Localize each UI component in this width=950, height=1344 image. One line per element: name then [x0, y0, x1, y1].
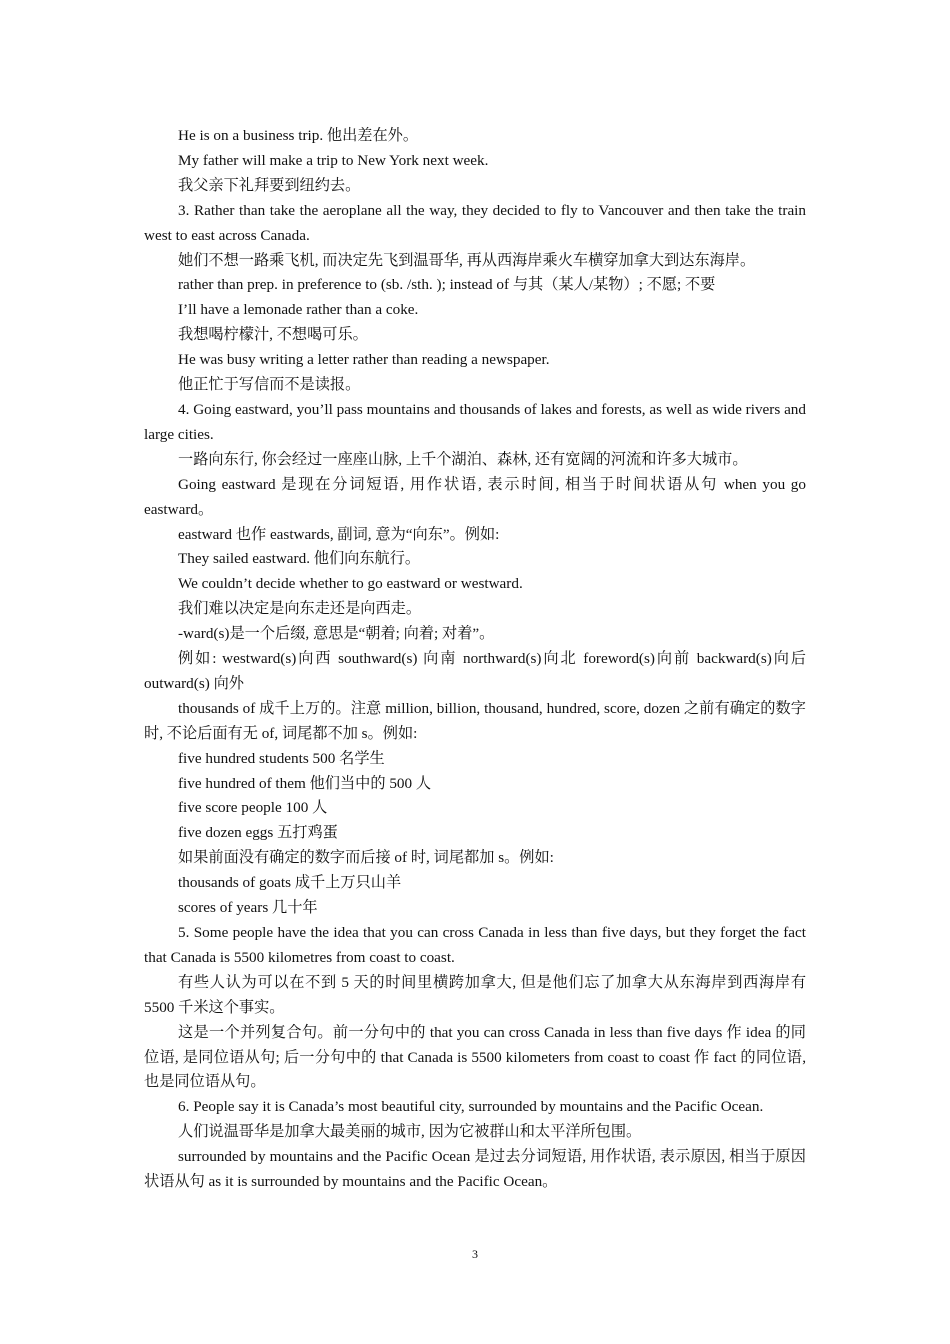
- paragraph: 4. Going eastward, you’ll pass mountains and thousands of lakes and forests, as well as wide rivers and large cities.: [144, 400, 806, 443]
- paragraph: 一路向东行, 你会经过一座座山脉, 上千个湖泊、森林, 还有宽阔的河流和许多大城市。: [178, 450, 748, 468]
- paragraph: surrounded by mountains and the Pacific Ocean 是过去分词短语, 用作状语, 表示原因, 相当于原因状语从句 as it is surrounded by mountains and the Pacific Ocean。: [144, 1148, 806, 1191]
- paragraph: five dozen eggs 五打鸡蛋: [178, 824, 338, 842]
- paragraph: 3. Rather than take the aeroplane all the way, they decided to fly to Vancouver and then take the train west to east across Canada.: [144, 201, 806, 244]
- paragraph: eastward 也作 eastwards, 副词, 意为“向东”。例如:: [178, 525, 500, 543]
- paragraph: thousands of 成千上万的。注意 million, billion, thousand, hundred, score, dozen 之前有确定的数字时, 不论后面有无 of, 词尾都不加 s。例如:: [144, 699, 806, 742]
- paragraph: 我想喝柠檬汁, 不想喝可乐。: [178, 326, 368, 344]
- paragraph: five hundred students 500 名学生: [178, 749, 385, 767]
- paragraph: 如果前面没有确定的数字而后接 of 时, 词尾都加 s。例如:: [178, 849, 554, 867]
- paragraph: 她们不想一路乘飞机, 而决定先飞到温哥华, 再从西海岸乘火车横穿加拿大到达东海岸。: [178, 251, 756, 269]
- paragraph: My father will make a trip to New York next week.: [178, 151, 489, 169]
- paragraph: five hundred of them 他们当中的 500 人: [178, 774, 432, 792]
- paragraph: 他正忙于写信而不是读报。: [178, 376, 361, 394]
- paragraph: 例如: westward(s)向西 southward(s) 向南 northward(s)向北 foreword(s)向前 backward(s)向后 outward(s) 向外: [144, 650, 806, 692]
- paragraph: I’ll have a lemonade rather than a coke.: [178, 301, 419, 319]
- page-number: 3: [472, 1247, 478, 1261]
- paragraph: 这是一个并列复合句。前一分句中的 that you can cross Canada in less than five days 作 idea 的同位语, 是同位语从句; 后一分句中的 that Canada is 5500 kilometers from coast to coast 作 fact 的同位语, 也是同位语从句。: [144, 1023, 806, 1091]
- paragraph: scores of years 几十年: [178, 899, 318, 917]
- paragraph: 我们难以决定是向东走还是向西走。: [178, 600, 421, 618]
- paragraph: 5. Some people have the idea that you can cross Canada in less than five days, but they forget the fact that Canada is 5500 kilometres from coast to coast.: [144, 924, 806, 966]
- paragraph: rather than prep. in preference to (sb. /sth. ); instead of 与其（某人/某物）; 不愿; 不要: [178, 276, 716, 294]
- paragraph: They sailed eastward. 他们向东航行。: [178, 550, 421, 568]
- paragraph: 6. People say it is Canada’s most beautiful city, surrounded by mountains and the Pacific Ocean.: [178, 1098, 764, 1116]
- paragraph: five score people 100 人: [178, 799, 328, 817]
- paragraph: He was busy writing a letter rather than reading a newspaper.: [178, 351, 550, 369]
- paragraph: 人们说温哥华是加拿大最美丽的城市, 因为它被群山和太平洋所包围。: [178, 1123, 642, 1141]
- body-text: [144, 124, 806, 1195]
- paragraph: He is on a business trip. 他出差在外。: [178, 127, 419, 144]
- paragraph: -ward(s)是一个后缀, 意思是“朝着; 向着; 对着”。: [178, 625, 495, 643]
- paragraph: We couldn’t decide whether to go eastward or westward.: [178, 575, 523, 593]
- paragraph: thousands of goats 成千上万只山羊: [178, 874, 402, 892]
- paragraph: 我父亲下礼拜要到纽约去。: [178, 176, 361, 194]
- paragraph: Going eastward 是现在分词短语, 用作状语, 表示时间, 相当于时间状语从句 when you go eastward。: [144, 475, 806, 518]
- paragraph: 有些人认为可以在不到 5 天的时间里横跨加拿大, 但是他们忘了加拿大从东海岸到西海岸有 5500 千米这个事实。: [144, 973, 806, 1016]
